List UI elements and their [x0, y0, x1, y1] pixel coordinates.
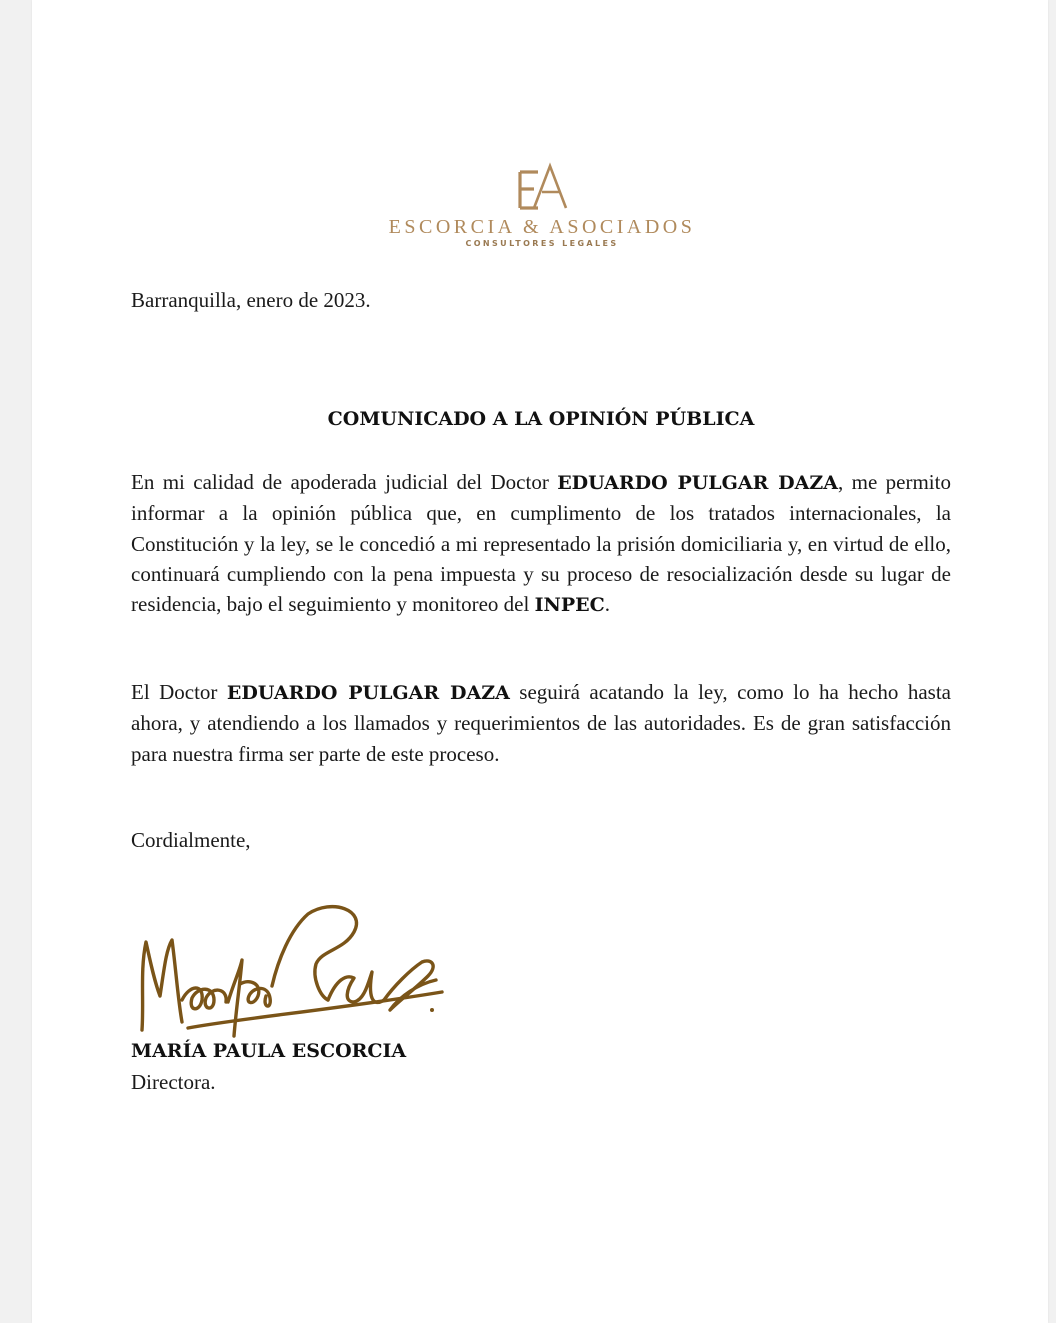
paragraph-2-text-b: seguirá acatando la ley, como lo ha hecho hasta ahora, y atendiendo a los llamados y requerimientos de las autoridades. Es de gran satisfacción para nuestra firma ser parte de este proceso. — [131, 680, 951, 766]
firm-name: ESCORCIA & ASOCIADOS — [388, 216, 696, 238]
firm-monogram-icon — [512, 160, 572, 216]
client-name: EDUARDO PULGAR DAZA — [557, 472, 838, 494]
firm-logo — [382, 160, 702, 255]
signer-name: MARÍA PAULA ESCORCIA — [131, 1040, 407, 1062]
paragraph-2-text-a: El Doctor — [131, 680, 227, 704]
handwritten-signature — [132, 900, 452, 1050]
firm-tagline: CONSULTORES LEGALES — [465, 239, 619, 248]
client-name: EDUARDO PULGAR DAZA — [226, 682, 510, 704]
paragraph-1-text-b: , me permito informar a la opinión pública que, en cumplimento de los tratados internacionales, la Constitución y la ley, se le concedió a mi representado la prisión domiciliaria y, en virtud de ello, continuará cumpliendo con la pena impuesta y su proceso de resocialización desde su lugar de residencia, bajo el seguimiento y monitoreo del — [131, 470, 951, 617]
paragraph-2 — [131, 677, 951, 769]
letter-page — [32, 0, 1048, 1323]
paragraph-1-text-c: . — [604, 592, 610, 617]
closing-line: Cordialmente, — [131, 828, 251, 852]
inpec-name: INPEC — [534, 594, 605, 617]
signer-role: Directora. — [131, 1070, 216, 1094]
date-line: Barranquilla, enero de 2023. — [131, 288, 371, 312]
paragraph-1 — [131, 467, 951, 620]
letter-heading: COMUNICADO A LA OPINIÓN PÚBLICA — [327, 408, 755, 430]
paragraph-1-text-a: En mi calidad de apoderada judicial del Doctor — [131, 470, 558, 494]
